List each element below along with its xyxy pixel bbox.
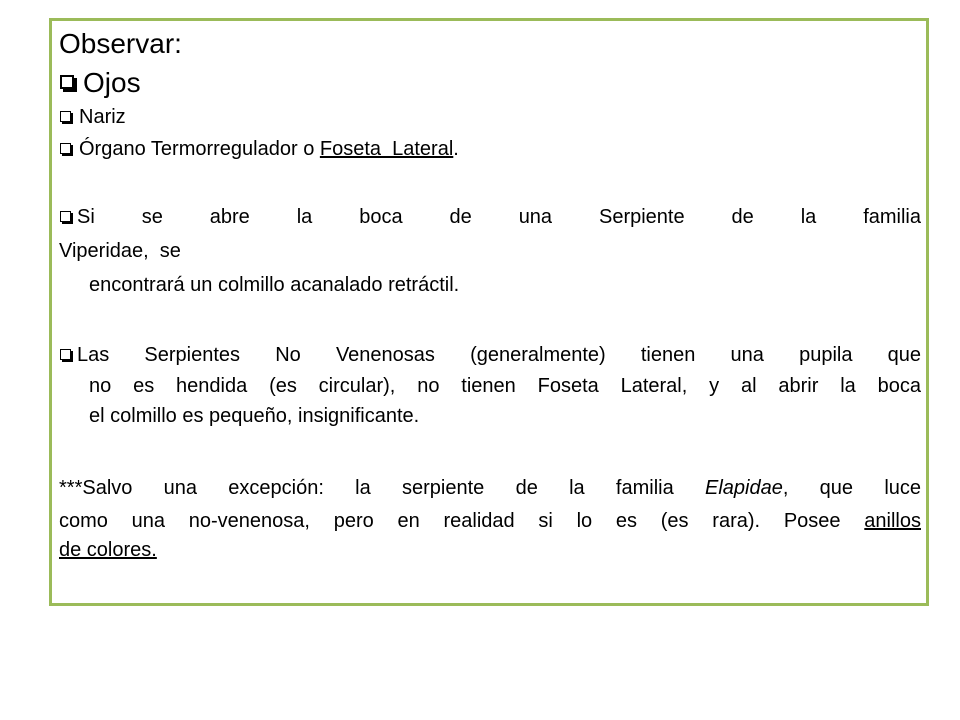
foseta-lateral-text: Foseta Lateral xyxy=(319,138,454,160)
word-10: familia xyxy=(863,206,921,228)
viperidae-line-2: Viperidae, se xyxy=(59,240,181,262)
word-5: de xyxy=(449,206,472,228)
salvo-text-1: ***Salvo una excepción: la serpiente de la familia xyxy=(59,477,705,499)
word-6: una xyxy=(518,206,553,228)
salvo-line-2 xyxy=(59,506,921,537)
word-4: boca xyxy=(359,206,403,228)
word-3: la xyxy=(296,206,313,228)
checkbox-bullet-icon xyxy=(59,141,77,155)
no-venenosas-line-3: el colmillo es pequeño, insignificante. xyxy=(89,405,420,427)
word-1: se xyxy=(141,206,163,228)
bullet-ojos xyxy=(59,67,141,99)
checkbox-bullet-icon xyxy=(59,209,77,223)
elapidae-text: Elapidae xyxy=(705,477,783,499)
viperidae-line-1 xyxy=(59,202,921,233)
bullet-nariz xyxy=(59,106,126,129)
word-8: de xyxy=(731,206,754,228)
title: Observar: xyxy=(59,28,182,59)
no-venenosas-line-1 xyxy=(59,340,921,371)
de-colores-text: de colores. xyxy=(59,539,157,561)
salvo-line-1 xyxy=(59,473,921,504)
bullet-organo-label: Órgano Termorregulador o xyxy=(79,138,320,160)
checkbox-bullet-icon xyxy=(59,109,77,123)
anillos-text: anillos xyxy=(864,510,921,532)
viperidae-line-3: encontrará un colmillo acanalado retráctil. xyxy=(89,274,460,296)
no-venenosas-line-2: no es hendida (es circular), no tienen Foseta Lateral, y al abrir la boca xyxy=(89,375,921,397)
bullet-organo xyxy=(59,138,459,161)
checkbox-bullet-icon xyxy=(59,72,81,92)
checkbox-bullet-icon xyxy=(59,347,77,361)
salvo-line-3 xyxy=(59,539,157,562)
bullet-organo-period: . xyxy=(453,138,459,160)
word-2: abre xyxy=(209,206,250,228)
no-venenosas-text-1: Las Serpientes No Venenosas (generalmente) tienen una pupila que xyxy=(77,344,921,366)
word-0: Si xyxy=(77,206,95,228)
bullet-nariz-label: Nariz xyxy=(79,106,126,128)
salvo-text-2: como una no-venenosa, pero en realidad si lo es (es rara). Posee xyxy=(59,510,865,532)
bullet-ojos-label: Ojos xyxy=(83,67,141,98)
word-9: la xyxy=(800,206,817,228)
word-7: Serpiente xyxy=(598,206,685,228)
salvo-text-1b: , que luce xyxy=(782,477,922,499)
